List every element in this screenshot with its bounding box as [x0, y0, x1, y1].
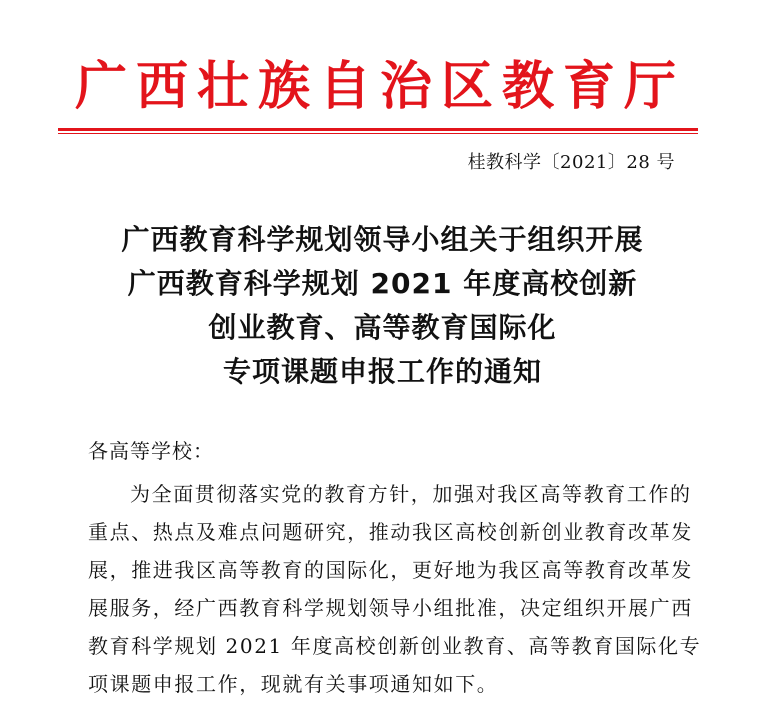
document-number: 桂教科学〔2021〕28 号	[467, 152, 675, 173]
salutation: 各高等学校：	[88, 439, 214, 463]
body-line: 展服务，经广西教育科学规划领导小组批准，决定组织开展广西	[88, 596, 693, 620]
body-paragraph	[88, 475, 702, 703]
body-line: 展，推进我区高等教育的国际化，更好地为我区高等教育改革发	[88, 558, 693, 582]
title-line: 创业教育、高等教育国际化	[208, 311, 557, 344]
body-line: 重点、热点及难点问题研究，推动我区高校创新创业教育改革发	[88, 520, 693, 544]
document-title	[40, 218, 725, 394]
body-line: 为全面贯彻落实党的教育方针，加强对我区高等教育工作的	[130, 482, 692, 506]
red-header-rule-thick	[58, 128, 698, 131]
title-line: 专项课题申报工作的通知	[222, 355, 542, 388]
title-line: 广西教育科学规划 2021 年度高校创新	[127, 267, 638, 300]
body-line: 项课题申报工作，现就有关事项通知如下。	[88, 672, 499, 696]
issuer-masthead: 广西壮族自治区教育厅	[74, 56, 685, 117]
title-line: 广西教育科学规划领导小组关于组织开展	[121, 223, 644, 256]
body-line: 教育科学规划 2021 年度高校创新创业教育、高等教育国际化专	[88, 634, 702, 658]
red-header-rule-thin	[58, 133, 698, 134]
